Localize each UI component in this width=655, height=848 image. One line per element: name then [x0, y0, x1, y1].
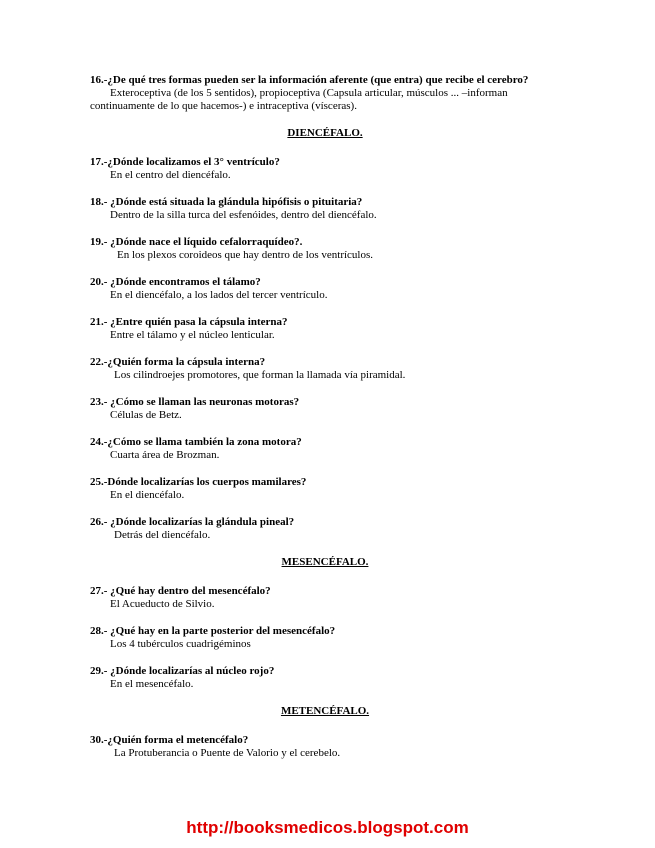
question-block — [90, 356, 560, 382]
answer: Los cilindroejes promotores, que forman la llamada vía piramidal. — [114, 369, 406, 381]
answer: El Acueducto de Silvio. — [110, 598, 215, 610]
section-heading: DIENCÉFALO. — [287, 127, 363, 139]
question-block — [90, 585, 560, 611]
question-block — [90, 476, 560, 502]
question: 24.-¿Cómo se llama también la zona motora? — [90, 436, 302, 448]
question: 19.- ¿Dónde nace el líquido cefalorraquídeo?. — [90, 236, 303, 248]
question: 28.- ¿Qué hay en la parte posterior del mesencéfalo? — [90, 625, 336, 637]
question: 25.-Dónde localizarías los cuerpos mamilares? — [90, 476, 307, 488]
question-block — [90, 665, 560, 691]
section-heading: MESENCÉFALO. — [281, 556, 369, 568]
question: 18.- ¿Dónde está situada la glándula hipófisis o pituitaria? — [90, 196, 363, 208]
question-block — [90, 156, 560, 182]
question: 26.- ¿Dónde localizarías la glándula pineal? — [90, 516, 295, 528]
question-block — [90, 74, 560, 113]
answer: Los 4 tubérculos cuadrigéminos — [110, 638, 251, 650]
answer: La Protuberancia o Puente de Valorio y el cerebelo. — [114, 747, 341, 759]
question: 27.- ¿Qué hay dentro del mesencéfalo? — [90, 585, 271, 597]
question-block — [90, 316, 560, 342]
question: 30.-¿Quién forma el metencéfalo? — [90, 734, 249, 746]
answer: Células de Betz. — [110, 409, 182, 421]
footer-link[interactable]: http://booksmedicos.blogspot.com — [186, 818, 469, 837]
question-block — [90, 196, 560, 222]
question-block — [90, 734, 560, 760]
section-mesencefalo — [90, 556, 560, 691]
question-block — [90, 436, 560, 462]
question: 23.- ¿Cómo se llaman las neuronas motoras? — [90, 396, 300, 408]
question-block — [90, 396, 560, 422]
answer: En el diencéfalo. — [110, 489, 185, 501]
answer: En los plexos coroideos que hay dentro de los ventrículos. — [117, 249, 374, 261]
question: 16.-¿De qué tres formas pueden ser la información aferente (que entra) que recibe el cerebro? — [90, 74, 529, 86]
answer: Exteroceptiva (de los 5 sentidos), propioceptiva (Capsula articular, músculos ... –informan continuamente de lo que hacemos-) e intraceptiva (vísceras). — [90, 87, 508, 112]
section-heading: METENCÉFALO. — [280, 705, 370, 717]
answer: Dentro de la silla turca del esfenóides, dentro del diencéfalo. — [110, 209, 377, 221]
question: 22.-¿Quién forma la cápsula interna? — [90, 356, 266, 368]
section-diencefalo — [90, 127, 560, 542]
question: 29.- ¿Dónde localizarías al núcleo rojo? — [90, 665, 275, 677]
question-block — [90, 516, 560, 542]
answer: En el mesencéfalo. — [110, 678, 194, 690]
answer: Cuarta área de Brozman. — [110, 449, 220, 461]
answer: En el centro del diencéfalo. — [110, 169, 231, 181]
answer: Entre el tálamo y el núcleo lenticular. — [110, 329, 275, 341]
question-block — [90, 276, 560, 302]
document-page — [90, 74, 560, 774]
answer: En el diencéfalo, a los lados del tercer ventrículo. — [110, 289, 328, 301]
answer: Detrás del diencéfalo. — [114, 529, 211, 541]
section-metencefalo — [90, 705, 560, 760]
question-block — [90, 625, 560, 651]
question: 21.- ¿Entre quién pasa la cápsula interna? — [90, 316, 288, 328]
question-block — [90, 236, 560, 262]
question: 17.-¿Dónde localizamos el 3° ventrículo? — [90, 156, 280, 168]
question: 20.- ¿Dónde encontramos el tálamo? — [90, 276, 261, 288]
